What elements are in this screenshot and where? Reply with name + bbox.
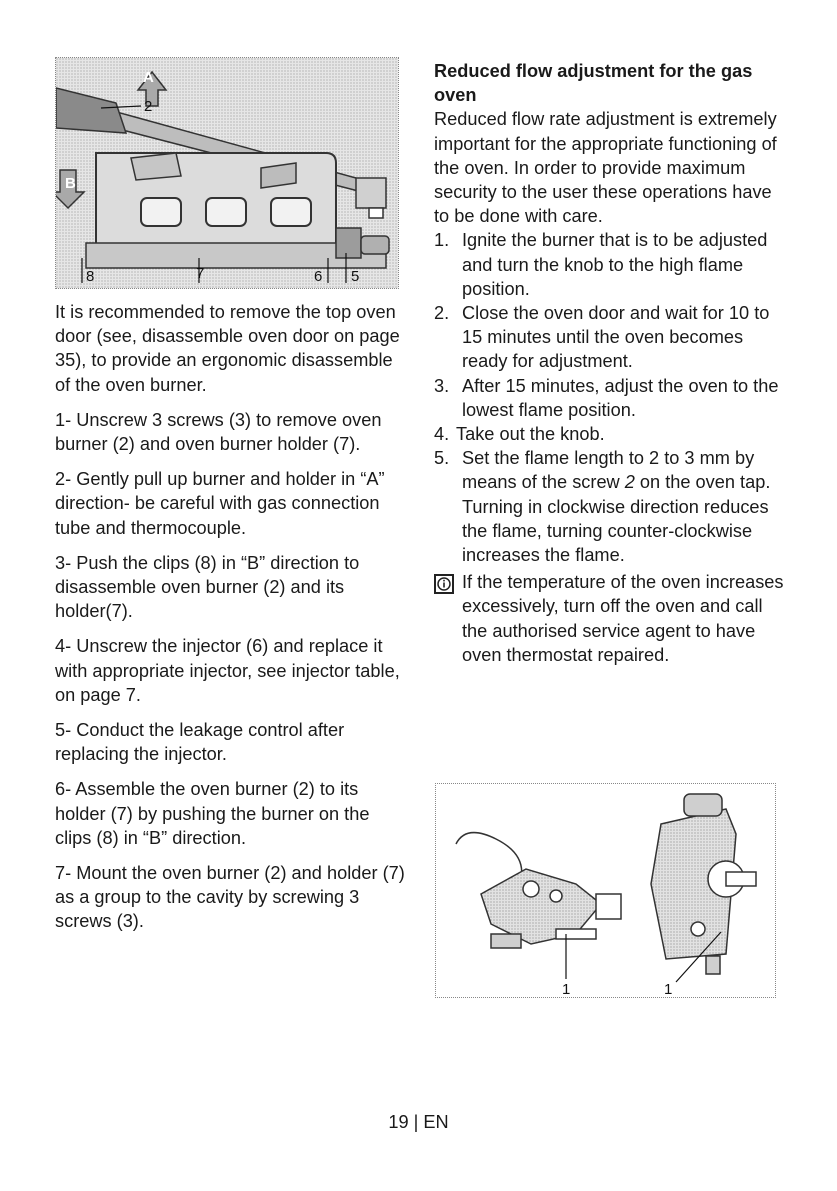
list-text: After 15 minutes, adjust the oven to the lowest flame position.: [462, 375, 779, 420]
list-text: [462, 446, 786, 567]
section-heading: Reduced flow adjustment for the gas oven: [434, 61, 753, 106]
info-note: [434, 570, 786, 667]
right-column: [434, 59, 786, 667]
list-text-before: Set the flame length to 2 to 3 mm by means of the screw: [462, 448, 755, 493]
callout-7: 7: [196, 265, 205, 282]
list-text: Ignite the burner that is to be adjusted and turn the knob to the high flame position.: [462, 230, 768, 299]
step-2: 2- Gently pull up burner and holder in “A” direction- be careful with gas connection tube and thermocouple.: [55, 469, 385, 538]
callout-1-right: 1: [664, 981, 673, 998]
callout-6: 6: [314, 268, 323, 285]
callout-1-left: 1: [562, 981, 571, 998]
burner-illustration: [55, 57, 399, 289]
screw-number: 2: [624, 472, 635, 493]
list-item: [434, 446, 786, 567]
list-text: Close the oven door and wait for 10 to 15 minutes until the oven becomes ready for adjustment.: [462, 303, 770, 372]
arrow-b-label: B: [65, 175, 76, 192]
list-item: [434, 374, 786, 422]
info-icon: [434, 570, 460, 667]
callout-8: 8: [86, 268, 95, 285]
list-item: [434, 228, 786, 301]
intro-paragraph: It is recommended to remove the top oven door (see, disassemble oven door on page 35), to provide an ergonomic disassemble of the oven burner.: [55, 302, 400, 395]
callout-2: 2: [144, 98, 153, 115]
section-intro: Reduced flow rate adjustment is extremely important for the appropriate functioning of the oven. In order to provide maximum security to the user these operations have to be done with care.: [434, 109, 777, 227]
adjustment-steps: [434, 228, 786, 567]
step-7: 7- Mount the oven burner (2) and holder (7) as a group to the cavity by screwing 3 screws (3).: [55, 863, 405, 932]
left-column: [55, 300, 410, 934]
list-number: 1.: [434, 230, 450, 251]
list-item: [434, 301, 786, 374]
list-text-after: on the oven tap. Turning in clockwise direction reduces the flame, turning counter-clockwise increases the flame.: [462, 472, 771, 566]
gas-tap-drawing: [436, 784, 776, 998]
list-number: 4.: [434, 424, 450, 445]
list-item: [434, 422, 786, 446]
list-number: 3.: [434, 375, 450, 396]
step-6: 6- Assemble the oven burner (2) to its holder (7) by pushing the burner on the clips (8) in “B” direction.: [55, 779, 370, 848]
list-number: 5.: [434, 448, 450, 469]
gas-tap-illustration: [435, 783, 776, 998]
list-number: 2.: [434, 303, 450, 324]
note-text: If the temperature of the oven increases excessively, turn off the oven and call the authorised service agent to have oven thermostat repaired.: [462, 572, 784, 665]
step-4: 4- Unscrew the injector (6) and replace it with appropriate injector, see injector table, on page 7.: [55, 636, 400, 705]
step-3: 3- Push the clips (8) in “B” direction to disassemble oven burner (2) and its holder(7).: [55, 552, 360, 622]
step-1: 1- Unscrew 3 screws (3) to remove oven burner (2) and oven burner holder (7).: [55, 409, 382, 455]
page-footer: 19 | EN: [388, 1112, 449, 1132]
burner-drawing: [56, 58, 399, 289]
step-5: 5- Conduct the leakage control after replacing the injector.: [55, 720, 345, 765]
arrow-a-label: A: [143, 69, 154, 86]
callout-5: 5: [351, 268, 360, 285]
list-text: Take out the knob.: [456, 424, 605, 445]
